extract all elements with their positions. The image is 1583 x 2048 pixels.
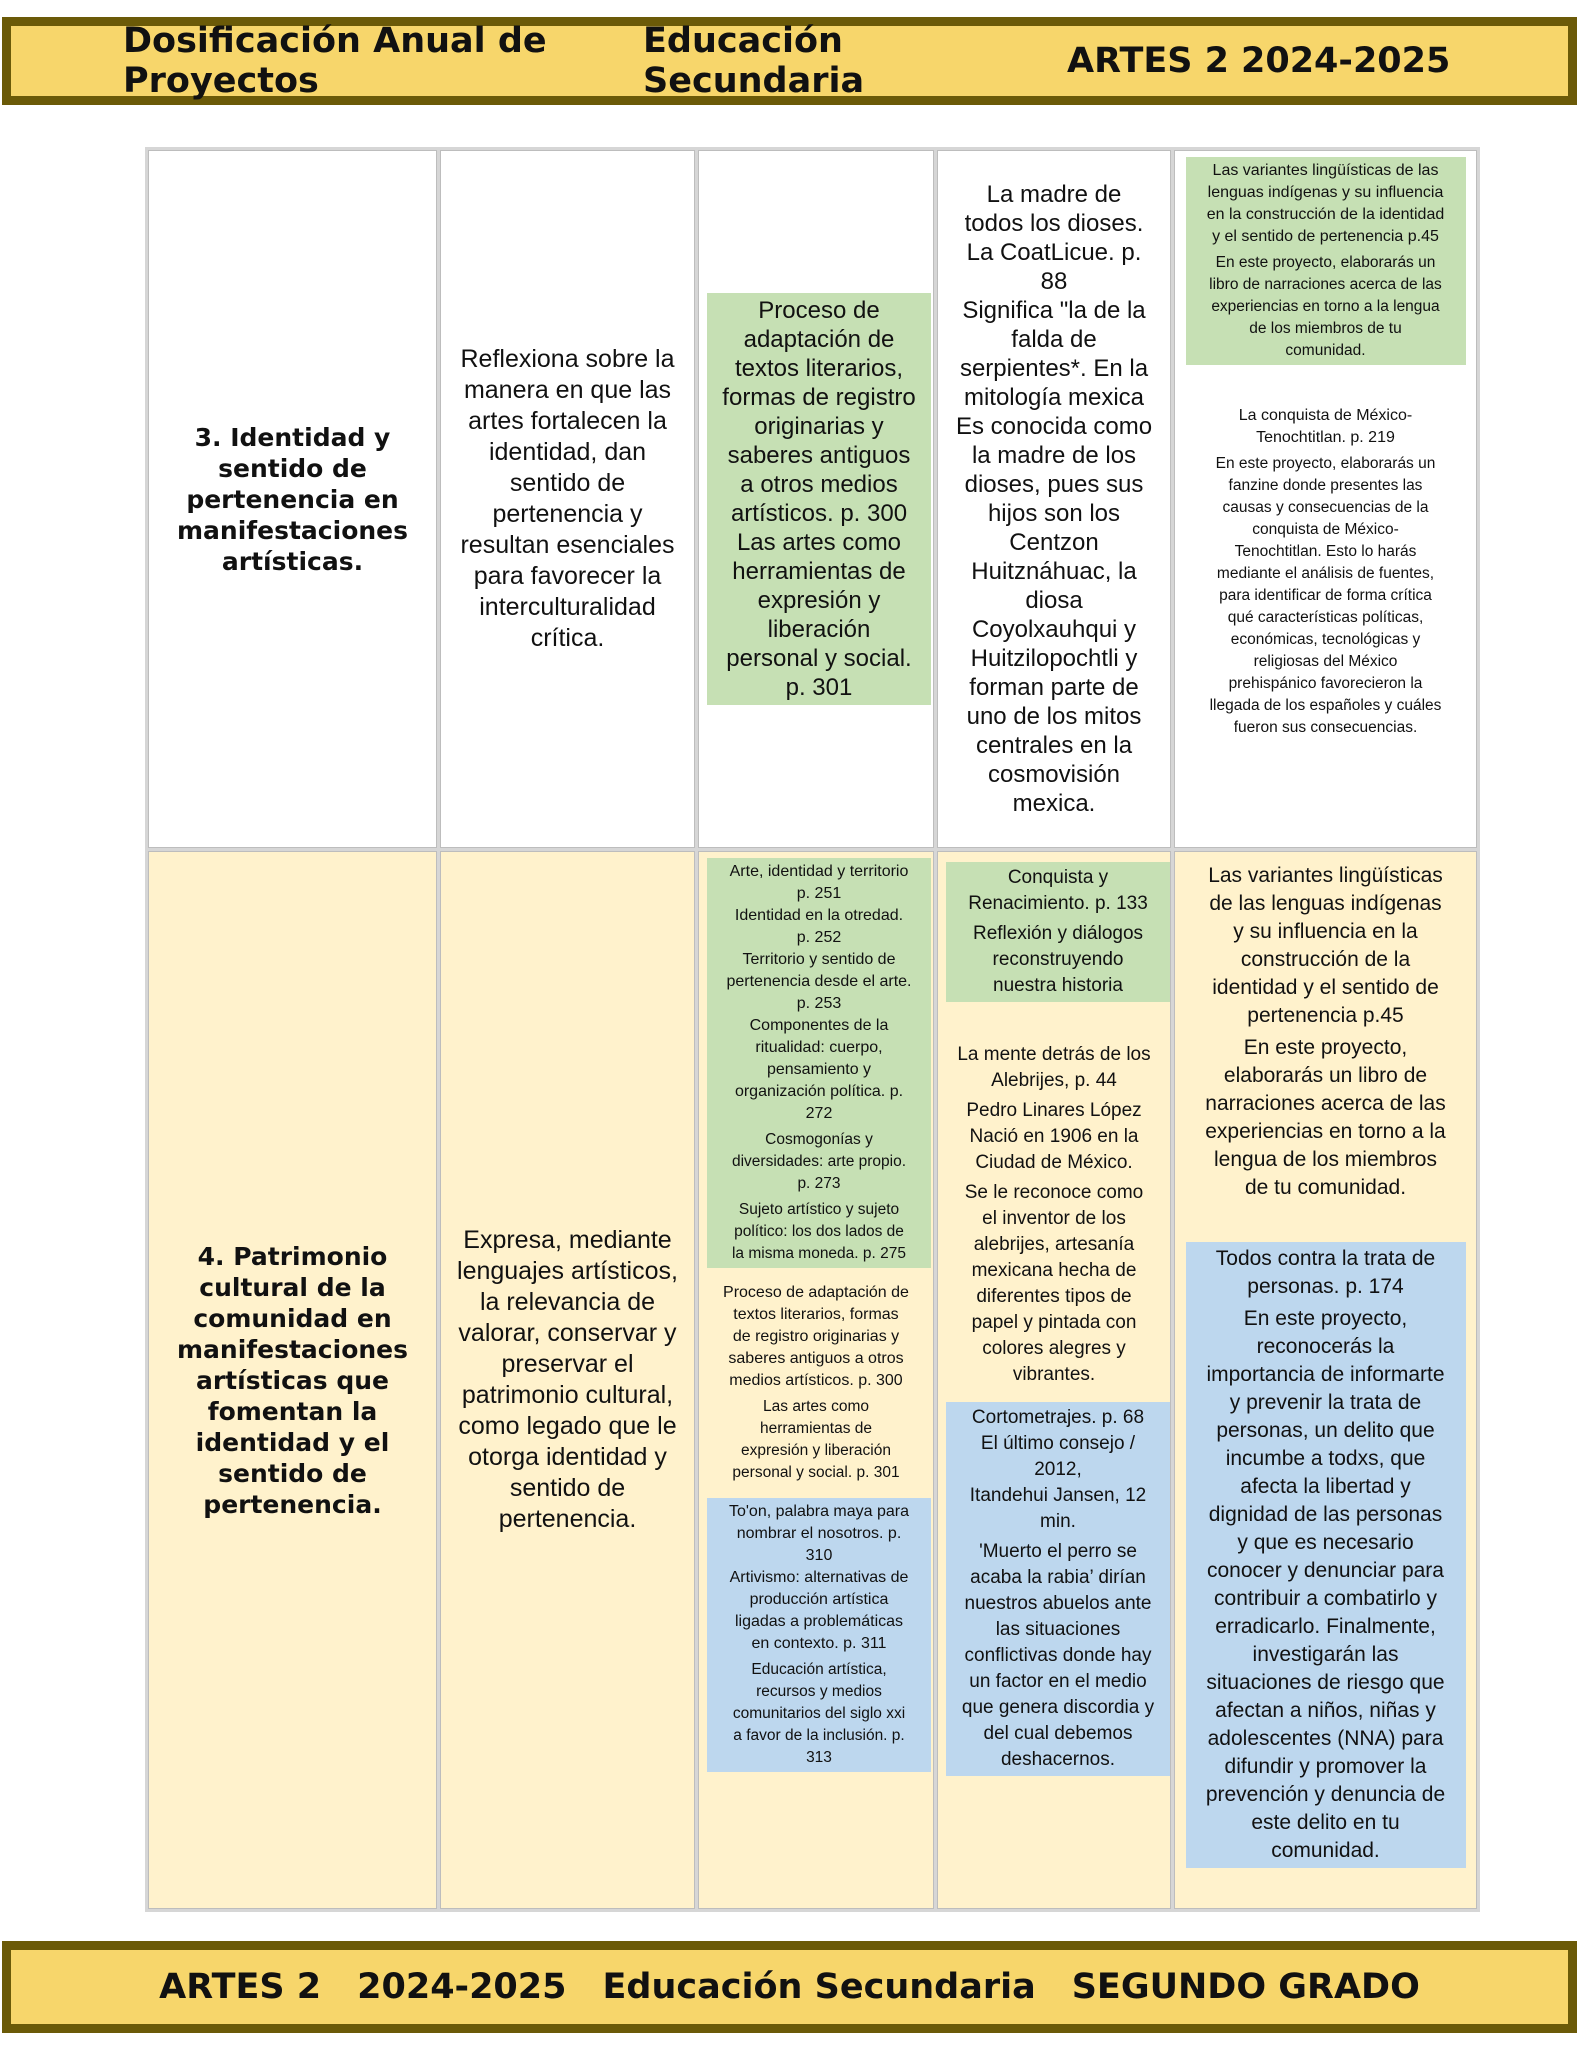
purpose-cell — [440, 851, 695, 1909]
project-cell — [148, 851, 437, 1909]
content-text: Proceso de adaptación de textos literarios, formas de registro originarias y saberes antiguos a otros medios artísticos. p. 300 Las artes como herramientas de expresión y liberación personal y social. p. 301 — [722, 297, 916, 701]
project-link-title: Las variantes lingüísticas de las lenguas indígenas y su influencia en la construcción de la identidad y el sentido de pertenencia p.45 — [1208, 864, 1443, 1027]
header-level: Educación Secundaria — [643, 21, 865, 101]
project-link-title: Las variantes lingüísticas de las lenguas indígenas y su influencia en la construcción de la identidad y el sentido de pertenencia p.45 — [1206, 162, 1445, 245]
blue-highlight — [707, 1498, 931, 1772]
project-cell — [148, 150, 437, 848]
resource-text: La mente detrás de los Alebrijes, p. 44 — [957, 1044, 1151, 1091]
project-title: 4. Patrimonio cultural de la comunidad en manifestaciones artísticas que fomentan la identidad y el sentido de pertenencia. — [176, 1241, 409, 1519]
resource-cell — [937, 150, 1171, 848]
footer-year: 2024-2025 — [357, 1967, 567, 2007]
green-highlight — [707, 858, 931, 1268]
project-link-title: Todos contra la trata de personas. p. 174 — [1215, 1247, 1436, 1298]
resource-text: La madre de todos los dioses. La CoatLicue. p. 88 Significa "la de la falda de serpientes*. En la mitología mexica Es conocida como la madre de los dioses, pues sus hijos son los Centzon Huitznáhuac, la diosa Coyolxauhqui y Huitzilopochtli y forman parte de uno de los mitos centrales en la cosmovisión mexica. — [955, 181, 1153, 817]
content-text: Las artes como herramientas de expresión y liberación personal y social. p. 301 — [732, 1398, 900, 1481]
content-text: Arte, identidad y territorio p. 251 Identidad en la otredad. p. 252 Territorio y sentido de pertenencia desde el arte. p. 253 Componentes de la ritualidad: cuerpo, pensamiento y organización política. p. 272 — [726, 863, 912, 1122]
header-subject: ARTES 2 — [1067, 41, 1229, 81]
green-highlight — [707, 293, 931, 705]
blue-highlight — [946, 1402, 1170, 1776]
table-row — [148, 851, 1477, 1909]
content-text: Proceso de adaptación de textos literarios, formas de registro originarias y saberes antiguos a otros medios artísticos. p. 300 — [723, 1284, 909, 1389]
project-link-body: En este proyecto, reconocerás la importancia de informarte y prevenir la trata de personas, un delito que incumbe a todxs, que afecta la libertad y dignidad de las personas y que es necesario conocer y denunciar para contribuir a combatirlo y erradicarlo. Finalmente, investigarán las situaciones de riesgo que afectan a niños, niñas y adolescentes (NNA) para difundir y promover la prevención y denuncia de este delito en tu comunidad. — [1205, 1307, 1446, 1862]
header-year: 2024-2025 — [1241, 41, 1451, 81]
project-title: 3. Identidad y sentido de pertenencia en manifestaciones artísticas. — [176, 422, 409, 576]
blue-highlight — [1186, 1242, 1466, 1868]
table-row — [148, 150, 1477, 848]
content-text: To'on, palabra maya para nombrar el nosotros. p. 310 Artivismo: alternativas de producción artística ligadas a problemáticas en contexto. p. 311 — [728, 1503, 910, 1652]
content-text: Educación artística, recursos y medios comunitarios del siglo xxi a favor de la inclusión. p. 313 — [732, 1661, 906, 1766]
resource-text: 'Muerto el perro se acaba la rabia’ dirían nuestros abuelos ante las situaciones conflictivas donde hay un factor en el medio que genera discordia y del cual debemos deshacernos. — [961, 1541, 1155, 1770]
project-link-body: En este proyecto, elaborarás un fanzine donde presentes las causas y consecuencias de la conquista de México- Tenochtitlan. Esto lo harás mediante el análisis de fuentes, para identificar de forma crítica qué características políticas, económicas, tecnológicas y religiosas del México prehispánico favorecieron la llegada de los españoles y cuáles fueron sus consecuencias. — [1209, 455, 1442, 736]
resource-cell — [937, 851, 1171, 1909]
green-highlight — [946, 862, 1170, 1002]
green-highlight — [1186, 157, 1466, 365]
resource-text: Cortometrajes. p. 68 El último consejo / 2012, Itandehui Jansen, 12 min. — [969, 1407, 1147, 1532]
project-link-title: La conquista de México- Tenochtitlan. p. 219 — [1238, 407, 1413, 446]
project-link-body: En este proyecto, elaborarás un libro de narraciones acerca de las experiencias en torno a la lengua de los miembros de tu comunidad. — [1205, 1036, 1446, 1199]
content-cell — [698, 851, 934, 1909]
resource-text: Se le reconoce como el inventor de los alebrijes, artesanía mexicana hecha de diferentes tipos de papel y pintada con colores alegres y vibrantes. — [964, 1182, 1144, 1385]
resource-text: Pedro Linares López Nació en 1906 en la Ciudad de México. — [966, 1100, 1142, 1173]
header-banner — [2, 17, 1577, 105]
header-title: Dosificación Anual de Proyectos — [123, 21, 547, 101]
footer-banner — [2, 1941, 1577, 2033]
project-link-cell — [1174, 851, 1477, 1909]
content-cell — [698, 150, 934, 848]
resource-text: Conquista y Renacimiento. p. 133 — [968, 867, 1148, 914]
footer-subject: ARTES 2 — [159, 1967, 322, 2007]
purpose-cell — [440, 150, 695, 848]
content-text: Cosmogonías y diversidades: arte propio. p. 273 — [731, 1131, 907, 1192]
purpose-text: Reflexiona sobre la manera en que las artes fortalecen la identidad, dan sentido de pertenencia y resultan esenciales para favorecer la interculturalidad crítica. — [460, 345, 675, 652]
footer-grade: SEGUNDO GRADO — [1071, 1967, 1420, 2007]
project-link-body: En este proyecto, elaborarás un libro de narraciones acerca de las experiencias en torno a la lengua de los miembros de tu comunidad. — [1209, 254, 1442, 359]
resource-text: Reflexión y diálogos reconstruyendo nuestra historia — [972, 923, 1144, 996]
purpose-text: Expresa, mediante lenguajes artísticos, la relevancia de valorar, conservar y preservar el patrimonio cultural, como legado que le otorga identidad y sentido de pertenencia. — [457, 1226, 678, 1533]
project-link-cell — [1174, 150, 1477, 848]
footer-level: Educación Secundaria — [602, 1967, 1036, 2007]
projects-table — [145, 147, 1480, 1912]
content-text: Sujeto artístico y sujeto político: los dos lados de la misma moneda. p. 275 — [731, 1201, 907, 1262]
